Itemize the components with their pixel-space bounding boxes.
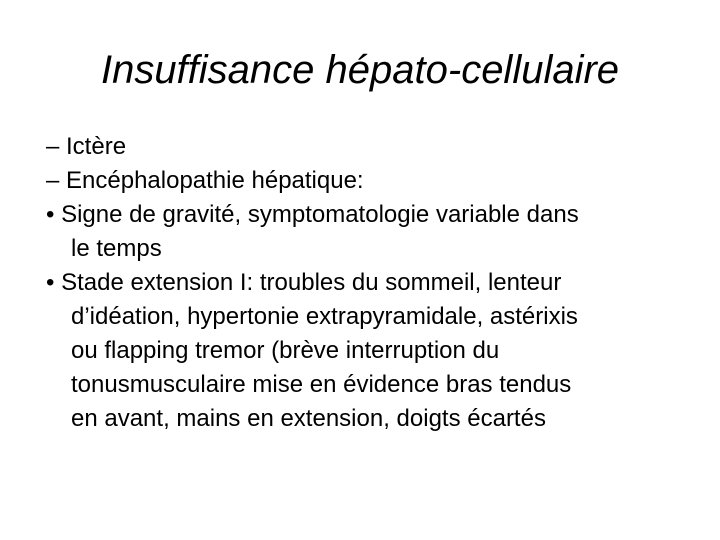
- list-item-ictere: – Ictère: [46, 133, 127, 160]
- bullet-stade-extension-line-2: d’idéation, hypertonie extrapyramidale, astérixis: [71, 303, 578, 330]
- bullet-stade-extension-line-5: en avant, mains en extension, doigts écartés: [71, 405, 546, 432]
- slide-body: [46, 130, 686, 436]
- slide-title: Insuffisance hépato-cellulaire: [100, 48, 620, 92]
- bullet-stade-extension: • Stade extension I: troubles du sommeil, lenteur: [46, 269, 562, 296]
- bullet-stade-extension-line-4: tonusmusculaire mise en évidence bras tendus: [71, 371, 572, 398]
- bullet-signe-de-gravite: • Signe de gravité, symptomatologie variable dans: [46, 201, 579, 228]
- bullet-signe-de-gravite-continuation: le temps: [71, 235, 162, 262]
- bullet-stade-extension-line-3: ou flapping tremor (brève interruption du: [71, 337, 500, 364]
- list-item-encephalopathie: – Encéphalopathie hépatique:: [46, 167, 364, 194]
